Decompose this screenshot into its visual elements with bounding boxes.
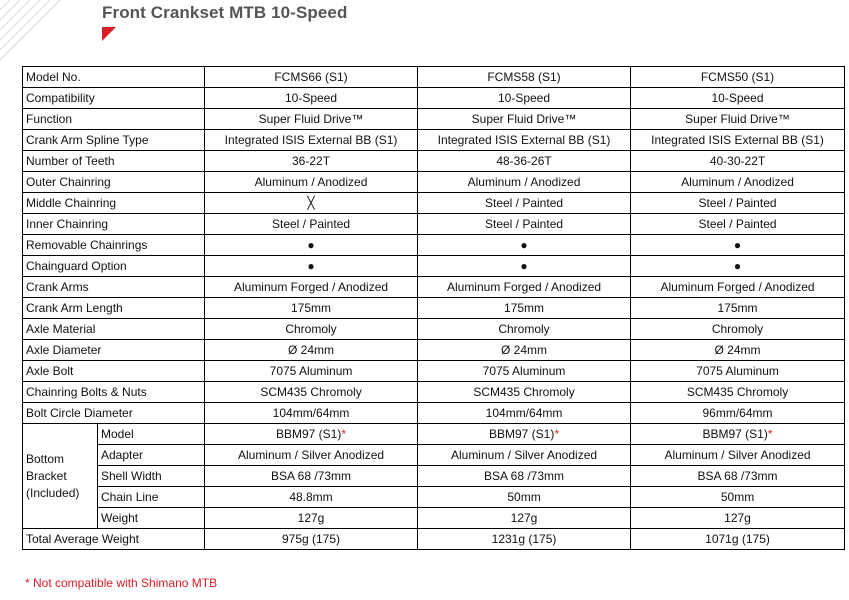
- row-label: Removable Chainrings: [23, 235, 205, 256]
- row-label: Outer Chainring: [23, 172, 205, 193]
- value-cell: Aluminum / Anodized: [631, 172, 845, 193]
- table-row-chainring-bolts-nuts: [23, 382, 845, 403]
- value-cell: 7075 Aluminum: [205, 361, 418, 382]
- bottom-bracket-group-label: [23, 424, 98, 529]
- value-cell: 10-Speed: [205, 88, 418, 109]
- table-row-bb-chain-line: [23, 487, 845, 508]
- value-cell: ●: [631, 235, 845, 256]
- value-cell: 96mm/64mm: [631, 403, 845, 424]
- value-cell: 36-22T: [205, 151, 418, 172]
- value-cell: 1071g (175): [631, 529, 845, 550]
- value-cell: Steel / Painted: [418, 214, 631, 235]
- value-cell: [631, 424, 845, 445]
- table-row-axle-material: [23, 319, 845, 340]
- value-cell: 50mm: [418, 487, 631, 508]
- row-label: Crank Arms: [23, 277, 205, 298]
- value-cell: 48.8mm: [205, 487, 418, 508]
- table-row-total-weight: [23, 529, 845, 550]
- group-label-line: Bottom: [26, 451, 65, 466]
- value-cell: SCM435 Chromoly: [418, 382, 631, 403]
- value-cell: Ø 24mm: [631, 340, 845, 361]
- corner-decoration: [0, 0, 70, 70]
- value-cell: Steel / Painted: [631, 214, 845, 235]
- value-cell: 127g: [205, 508, 418, 529]
- spec-table: [22, 66, 845, 550]
- value-cell: Ø 24mm: [418, 340, 631, 361]
- table-row-number-of-teeth: [23, 151, 845, 172]
- value-cell: 10-Speed: [418, 88, 631, 109]
- value-cell: Integrated ISIS External BB (S1): [205, 130, 418, 151]
- value-cell: 975g (175): [205, 529, 418, 550]
- row-label: Chainguard Option: [23, 256, 205, 277]
- value-cell: ●: [418, 235, 631, 256]
- table-row-bb-weight: [23, 508, 845, 529]
- value-cell: 127g: [631, 508, 845, 529]
- value-cell: SCM435 Chromoly: [205, 382, 418, 403]
- row-label: Crank Arm Length: [23, 298, 205, 319]
- value-cell: [418, 424, 631, 445]
- value-cell: Aluminum / Anodized: [418, 172, 631, 193]
- table-row-bb-shell-width: [23, 466, 845, 487]
- value-cell: Ø 24mm: [205, 340, 418, 361]
- row-label: Crank Arm Spline Type: [23, 130, 205, 151]
- group-label-line: (Included): [26, 485, 80, 500]
- bb-model-value: BBM97 (S1): [276, 427, 342, 441]
- value-cell: Super Fluid Drive™: [631, 109, 845, 130]
- table-row-removable-chainrings: [23, 235, 845, 256]
- asterisk-mark: *: [767, 427, 773, 441]
- value-cell: ●: [205, 256, 418, 277]
- value-cell: Integrated ISIS External BB (S1): [418, 130, 631, 151]
- row-label: Middle Chainring: [23, 193, 205, 214]
- table-row-compatibility: [23, 88, 845, 109]
- value-cell: 40-30-22T: [631, 151, 845, 172]
- value-cell: 1231g (175): [418, 529, 631, 550]
- row-label: Function: [23, 109, 205, 130]
- value-cell: BSA 68 /73mm: [205, 466, 418, 487]
- value-cell: Steel / Painted: [205, 214, 418, 235]
- table-row-axle-diameter: [23, 340, 845, 361]
- value-cell: Chromoly: [631, 319, 845, 340]
- table-row-bb-model: [23, 424, 845, 445]
- row-label: Model No.: [23, 67, 205, 88]
- row-label: Bolt Circle Diameter: [23, 403, 205, 424]
- value-cell: Aluminum / Silver Anodized: [631, 445, 845, 466]
- row-label: Chainring Bolts & Nuts: [23, 382, 205, 403]
- row-label: Adapter: [98, 445, 205, 466]
- value-cell: Aluminum Forged / Anodized: [418, 277, 631, 298]
- row-label: Inner Chainring: [23, 214, 205, 235]
- value-cell: Aluminum Forged / Anodized: [631, 277, 845, 298]
- value-cell: ●: [205, 235, 418, 256]
- value-cell: 175mm: [631, 298, 845, 319]
- asterisk-mark: *: [341, 427, 347, 441]
- footnote: * Not compatible with Shimano MTB: [25, 576, 218, 590]
- bb-model-value: BBM97 (S1): [702, 427, 768, 441]
- table-row-model-no: [23, 67, 845, 88]
- bb-model-value: BBM97 (S1): [489, 427, 555, 441]
- table-row-inner-chainring: [23, 214, 845, 235]
- row-label: Model: [98, 424, 205, 445]
- value-cell: Aluminum / Silver Anodized: [205, 445, 418, 466]
- value-cell: Aluminum Forged / Anodized: [205, 277, 418, 298]
- value-cell: Steel / Painted: [418, 193, 631, 214]
- table-row-function: [23, 109, 845, 130]
- value-cell: ●: [631, 256, 845, 277]
- row-label: Total Average Weight: [23, 529, 205, 550]
- value-cell: 104mm/64mm: [205, 403, 418, 424]
- value-cell: 48-36-26T: [418, 151, 631, 172]
- asterisk-mark: *: [554, 427, 560, 441]
- value-cell: Super Fluid Drive™: [418, 109, 631, 130]
- value-cell: 7075 Aluminum: [631, 361, 845, 382]
- value-cell: 50mm: [631, 487, 845, 508]
- value-cell: Super Fluid Drive™: [205, 109, 418, 130]
- row-label: Axle Bolt: [23, 361, 205, 382]
- value-cell: Chromoly: [205, 319, 418, 340]
- table-row-middle-chainring: [23, 193, 845, 214]
- value-cell: Steel / Painted: [631, 193, 845, 214]
- value-cell: 104mm/64mm: [418, 403, 631, 424]
- value-cell: 7075 Aluminum: [418, 361, 631, 382]
- model-header-cell: FCMS50 (S1): [631, 67, 845, 88]
- row-label: Axle Material: [23, 319, 205, 340]
- row-label: Weight: [98, 508, 205, 529]
- row-label: Axle Diameter: [23, 340, 205, 361]
- value-cell: Chromoly: [418, 319, 631, 340]
- red-triangle-marker: [102, 27, 116, 41]
- value-cell: ╳: [205, 193, 418, 214]
- row-label: Shell Width: [98, 466, 205, 487]
- table-row-chainguard-option: [23, 256, 845, 277]
- value-cell: 10-Speed: [631, 88, 845, 109]
- value-cell: 175mm: [205, 298, 418, 319]
- value-cell: Integrated ISIS External BB (S1): [631, 130, 845, 151]
- row-label: Compatibility: [23, 88, 205, 109]
- model-header-cell: FCMS66 (S1): [205, 67, 418, 88]
- value-cell: Aluminum / Anodized: [205, 172, 418, 193]
- value-cell: ●: [418, 256, 631, 277]
- spec-table-body: [23, 67, 845, 550]
- value-cell: BSA 68 /73mm: [418, 466, 631, 487]
- table-row-bb-adapter: [23, 445, 845, 466]
- value-cell: 175mm: [418, 298, 631, 319]
- model-header-cell: FCMS58 (S1): [418, 67, 631, 88]
- table-row-outer-chainring: [23, 172, 845, 193]
- table-row-crank-arms: [23, 277, 845, 298]
- value-cell: [205, 424, 418, 445]
- value-cell: SCM435 Chromoly: [631, 382, 845, 403]
- row-label: Chain Line: [98, 487, 205, 508]
- row-label: Number of Teeth: [23, 151, 205, 172]
- value-cell: BSA 68 /73mm: [631, 466, 845, 487]
- value-cell: Aluminum / Silver Anodized: [418, 445, 631, 466]
- table-row-crank-arm-spline-type: [23, 130, 845, 151]
- table-row-crank-arm-length: [23, 298, 845, 319]
- group-label-line: Bracket: [26, 468, 67, 483]
- page-title: Front Crankset MTB 10-Speed: [102, 3, 348, 22]
- table-row-bolt-circle-diameter: [23, 403, 845, 424]
- value-cell: 127g: [418, 508, 631, 529]
- table-row-axle-bolt: [23, 361, 845, 382]
